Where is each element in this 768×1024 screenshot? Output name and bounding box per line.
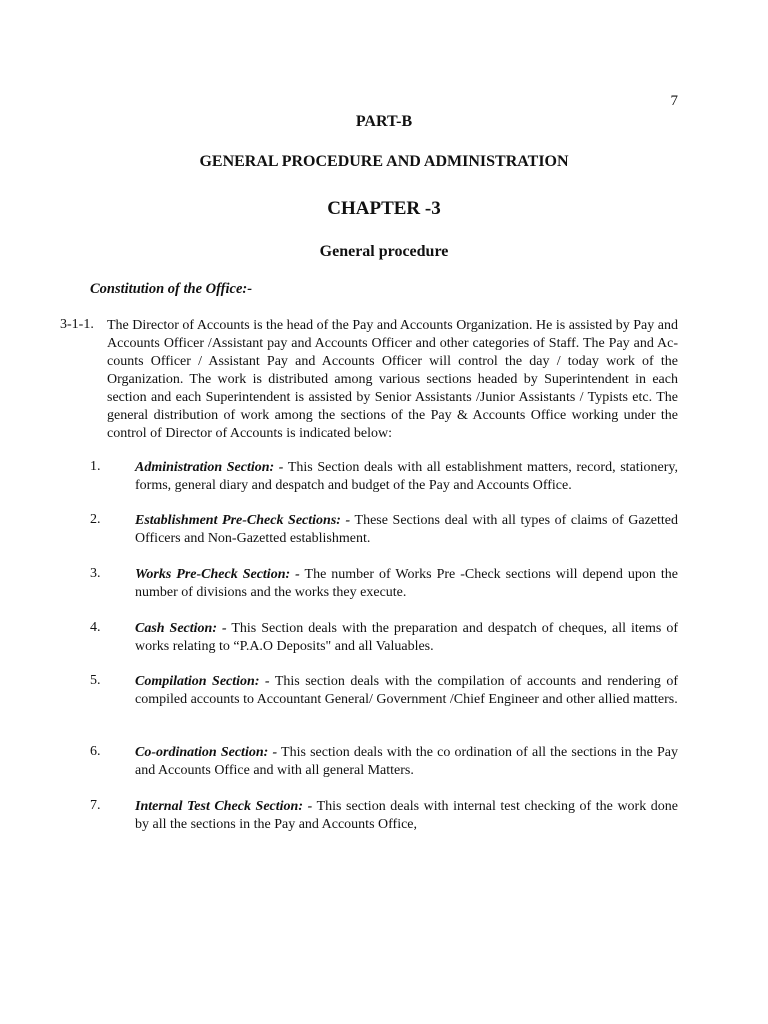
paragraph-number: 3-1-1.	[60, 317, 94, 332]
list-item-body	[135, 673, 678, 709]
list-item-text: This section deals with internal test checking of the work done by all the sections in the Pay and Accounts Office,	[135, 799, 679, 832]
section-title: GENERAL PROCEDURE AND ADMINISTRATION	[199, 153, 569, 170]
list-item-number: 2.	[90, 512, 101, 527]
list-item-text: This section deals with the co ordination of all the sections in the Pay and Accounts Office and with all general Matters.	[135, 745, 678, 778]
list-item-body	[135, 798, 678, 834]
list-item-text: This Section deals with the preparation and despatch of cheques, all items of works relating to “P.A.O Deposits" and all Valuables.	[135, 621, 678, 654]
list-item-heading: Works Pre-Check Section: -	[135, 567, 300, 582]
list-item-number: 5.	[90, 673, 101, 688]
list-item-heading: Co-ordination Section: -	[135, 745, 278, 760]
list-item-number: 6.	[90, 744, 101, 759]
constitution-heading: Constitution of the Office:-	[90, 281, 253, 297]
list-item-number: 4.	[90, 620, 101, 635]
list-item-text: This section deals with the compilation of accounts and rendering of compiled accounts to Accountant General/ Government /Chief Engineer and other allied matters.	[135, 674, 678, 707]
list-item-text: These Sections deal with all types of claims of Gazetted Officers and Non-Gazetted establishment.	[135, 513, 679, 546]
list-item-heading: Administration Section: -	[135, 460, 284, 475]
paragraph-text: The Director of Accounts is the head of the Pay and Accounts Organization. He is assisted by Pay and Accounts Officer /Assistant pay and Accounts Officer and other categories of Staff. The Pay and Ac- counts Officer / Assistant Pay and Accounts Officer will control the day / today work of the Organization. The work is distributed among various sections headed by Superintendent in each section and each Superintendent is assisted by Senior Assistants /Junior Assistants / Typists etc. The general distribution of work among the sections of the Pay & Accounts Office working under the control of Director of Accounts is indicated below:	[107, 318, 678, 441]
page-number: 7	[670, 93, 678, 109]
list-item-heading: Cash Section: -	[135, 621, 227, 636]
list-item-heading: Internal Test Check Section: -	[135, 799, 313, 814]
chapter-subtitle: General procedure	[319, 243, 449, 260]
part-title: PART-B	[355, 113, 413, 130]
list-item-number: 7.	[90, 798, 101, 813]
list-item-body	[135, 459, 678, 495]
list-item-text: This Section deals with all establishment matters, record, stationery, forms, general diary and despatch and budget of the Pay and Accounts Office.	[135, 460, 679, 493]
list-item-body	[135, 512, 678, 548]
list-item-heading: Establishment Pre-Check Sections: -	[135, 513, 351, 528]
list-item-heading: Compilation Section: -	[135, 674, 270, 689]
list-item-body	[135, 744, 678, 780]
list-item-body	[135, 566, 678, 602]
chapter-title: CHAPTER -3	[327, 198, 441, 219]
list-item-text: The number of Works Pre -Check sections will depend upon the number of divisions and the works they execute.	[135, 567, 678, 600]
list-item-number: 3.	[90, 566, 101, 581]
list-item-number: 1.	[90, 459, 101, 474]
list-item-body	[135, 620, 678, 656]
